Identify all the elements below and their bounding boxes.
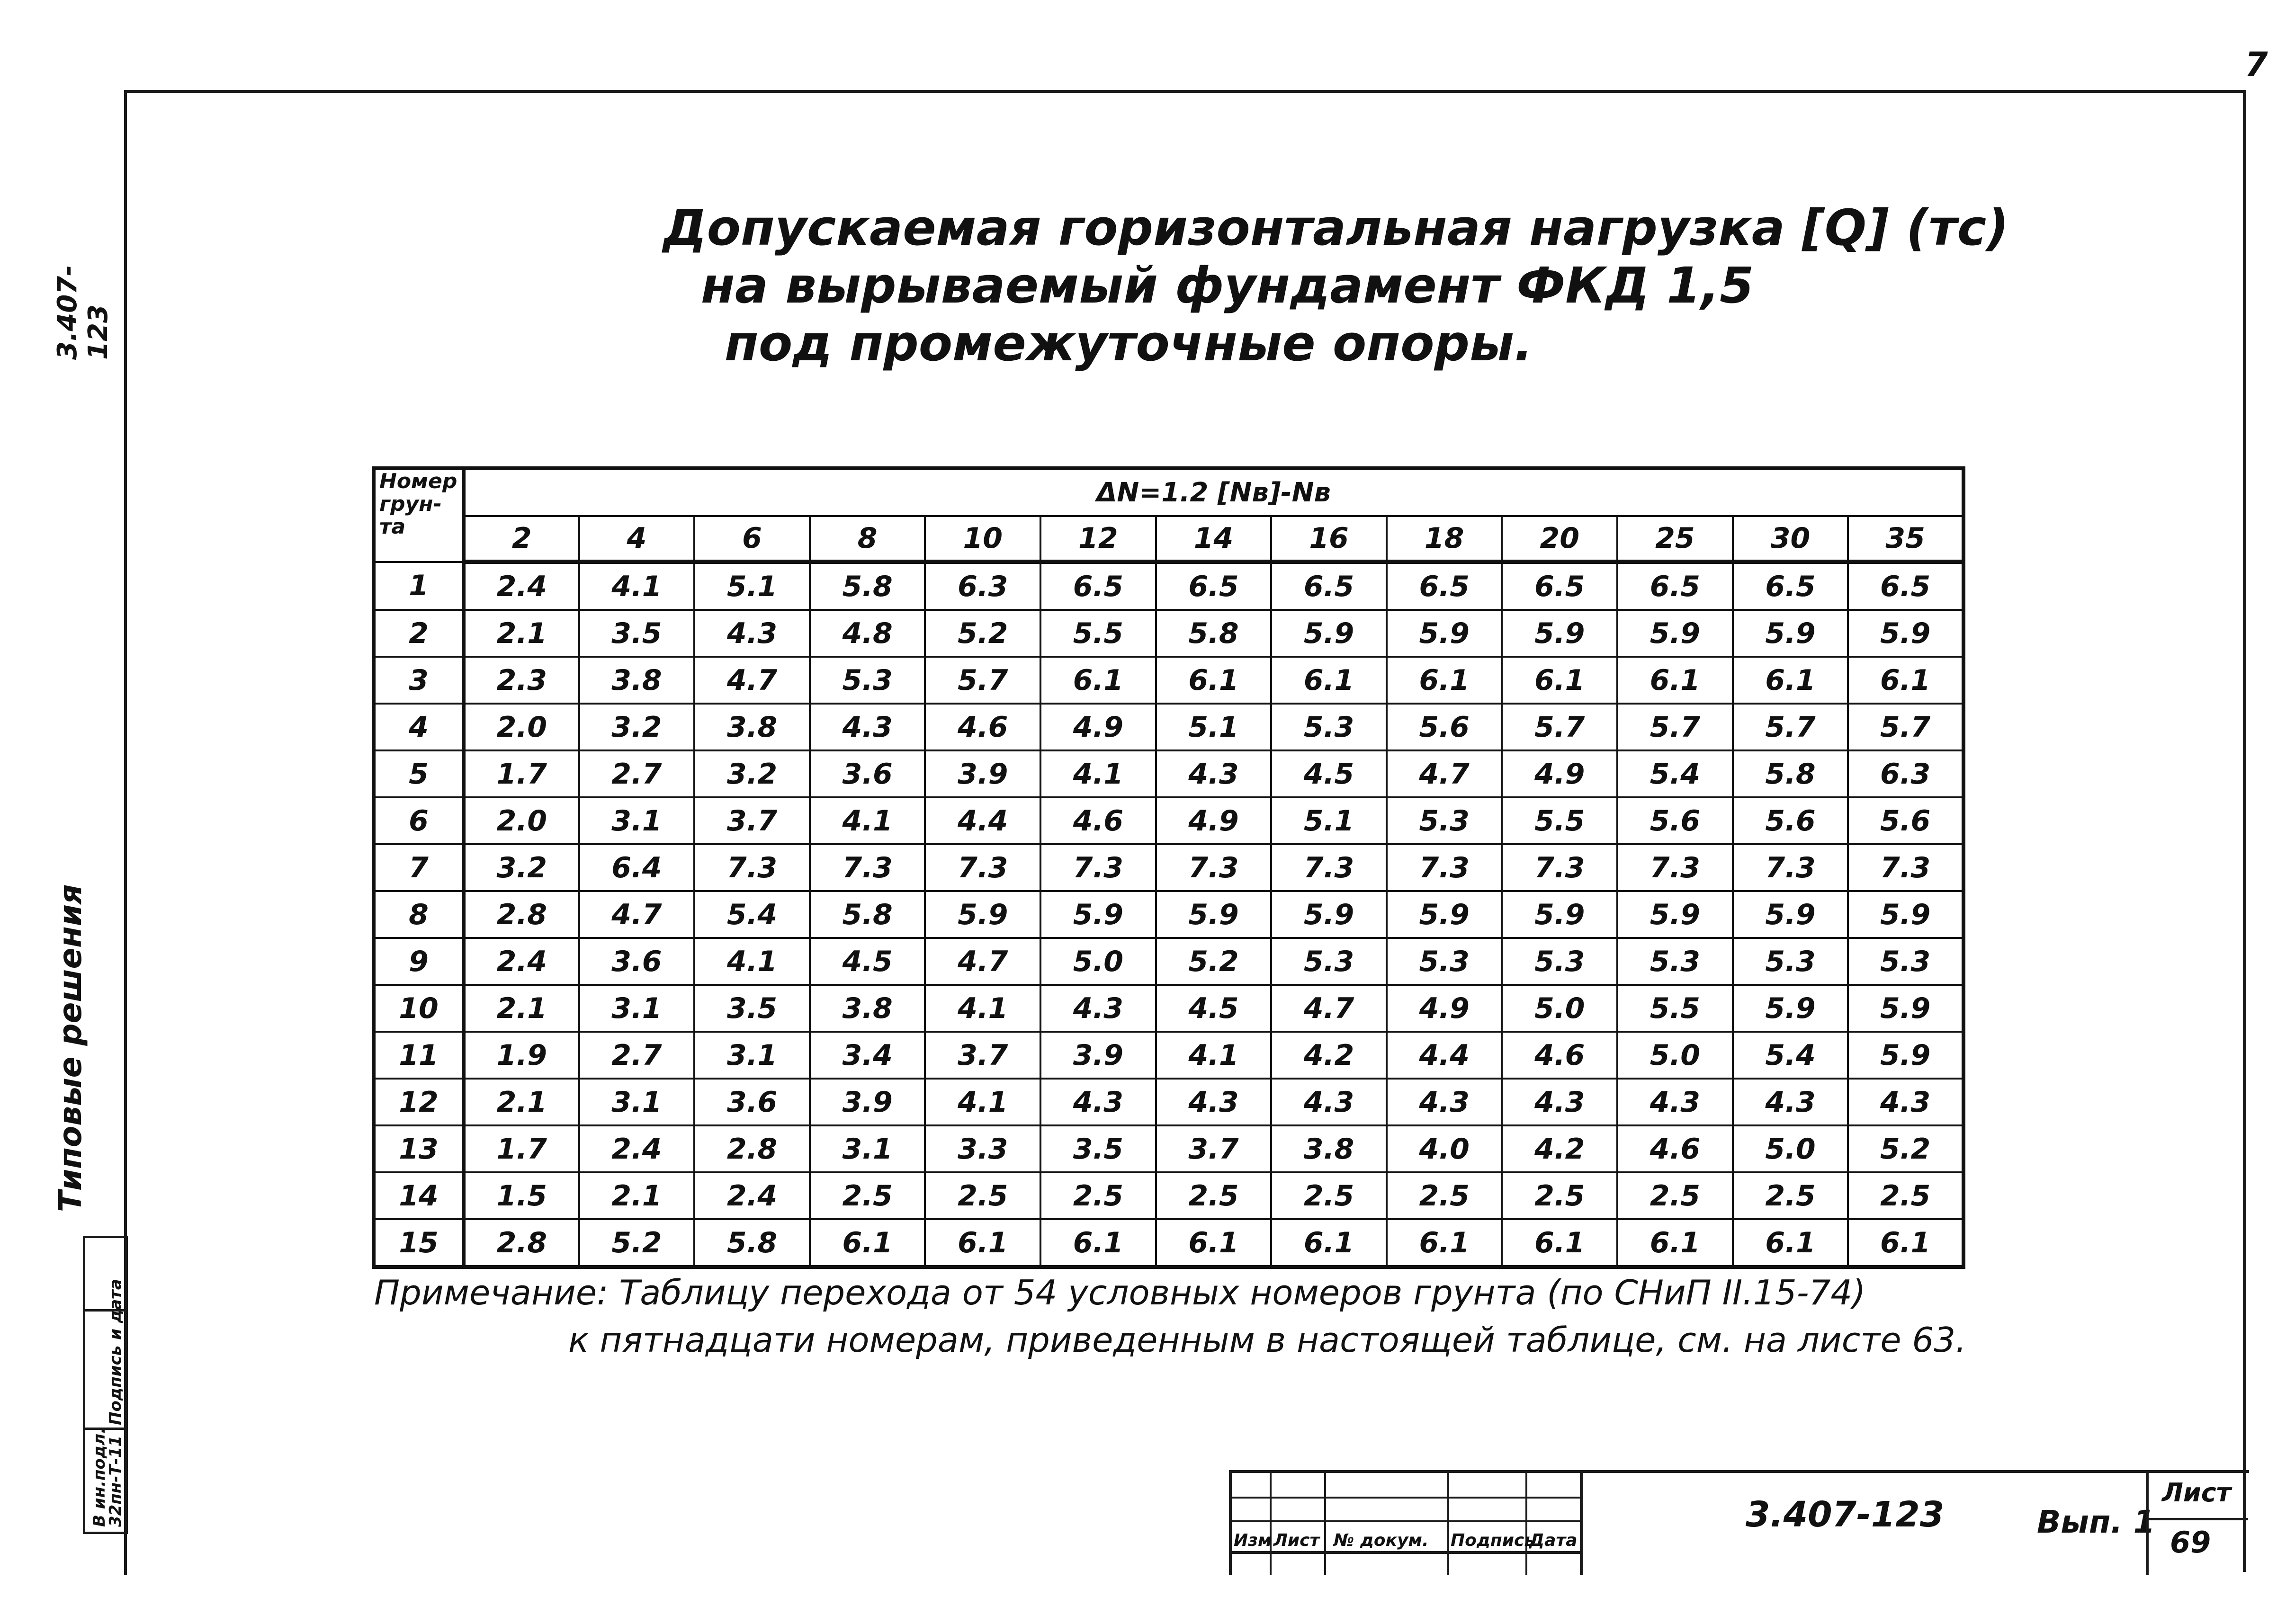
load-value-cell: 5.2 [1848,1125,1963,1172]
load-value-cell: 6.1 [1617,1219,1733,1267]
load-value-cell: 5.0 [1733,1125,1848,1172]
soil-number-cell: 12 [374,1079,464,1125]
load-value-cell: 5.9 [1848,610,1963,657]
load-value-cell: 3.1 [579,797,695,844]
label-doc-no: № докум. [1334,1531,1429,1550]
title-line-3: под промежуточные опоры. [725,314,1533,372]
load-value-cell: 5.3 [1733,938,1848,985]
load-value-cell: 6.1 [1040,1219,1156,1267]
load-value-cell: 5.6 [1617,797,1733,844]
load-value-cell: 4.7 [694,657,810,704]
soil-number-cell: 5 [374,750,464,797]
load-value-cell: 4.0 [1387,1125,1502,1172]
load-value-cell: 4.4 [1387,1032,1502,1079]
load-value-cell: 6.1 [1271,1219,1387,1267]
load-value-cell: 4.3 [1617,1079,1733,1125]
load-value-cell: 2.8 [464,1219,579,1267]
soil-number-cell: 2 [374,610,464,657]
load-value-cell: 4.2 [1271,1032,1387,1079]
load-value-cell: 5.6 [1733,797,1848,844]
load-value-cell: 5.9 [1733,985,1848,1032]
load-value-cell: 6.5 [1156,562,1272,610]
load-value-cell: 3.2 [694,750,810,797]
load-value-cell: 5.2 [579,1219,695,1267]
soil-number-cell: 3 [374,657,464,704]
load-value-cell: 5.8 [694,1219,810,1267]
grid-line [1447,1473,1449,1575]
load-value-cell: 5.9 [1387,891,1502,938]
load-value-cell: 7.3 [1387,844,1502,891]
table-row [374,562,1963,610]
load-value-cell: 5.8 [1156,610,1272,657]
load-value-cell: 5.9 [1617,610,1733,657]
load-value-cell: 5.2 [1156,938,1272,985]
load-value-cell: 3.1 [810,1125,925,1172]
column-header: 6 [694,516,810,562]
load-value-cell: 2.5 [1617,1172,1733,1219]
sheet-number: 69 [2170,1525,2211,1560]
load-value-cell: 2.1 [579,1172,695,1219]
load-value-cell: 4.9 [1502,750,1617,797]
load-value-cell: 4.6 [1040,797,1156,844]
load-value-cell: 4.3 [1156,1079,1272,1125]
load-value-cell: 4.1 [694,938,810,985]
load-value-cell: 2.4 [464,562,579,610]
page-number: 7 [2245,45,2268,84]
label-change: Изм [1234,1531,1272,1550]
load-value-cell: 2.7 [579,1032,695,1079]
load-value-cell: 4.7 [1387,750,1502,797]
label-signature: Подпись [1451,1531,1535,1550]
load-value-cell: 5.3 [1502,938,1617,985]
grid-line [1232,1497,1580,1499]
load-value-cell: 2.4 [464,938,579,985]
table-row [374,891,1963,938]
load-value-cell: 2.1 [464,1079,579,1125]
load-value-cell: 6.1 [1733,657,1848,704]
load-table [372,466,1965,1269]
column-header: 2 [464,516,579,562]
load-value-cell: 4.3 [1733,1079,1848,1125]
load-value-cell: 2.8 [464,891,579,938]
load-value-cell: 3.9 [810,1079,925,1125]
load-value-cell: 6.1 [1848,657,1963,704]
load-value-cell: 6.1 [810,1219,925,1267]
load-value-cell: 5.8 [810,562,925,610]
load-value-cell: 2.5 [1040,1172,1156,1219]
sheet-box-divider [2149,1518,2248,1520]
load-value-cell: 7.3 [694,844,810,891]
load-value-cell: 3.6 [694,1079,810,1125]
load-value-cell: 2.5 [1156,1172,1272,1219]
load-value-cell: 3.3 [925,1125,1040,1172]
load-value-cell: 3.4 [810,1032,925,1079]
load-value-cell: 4.1 [810,797,925,844]
load-value-cell: 7.3 [1848,844,1963,891]
load-value-cell: 4.6 [1502,1032,1617,1079]
load-value-cell: 6.1 [1617,657,1733,704]
load-value-cell: 5.9 [1733,891,1848,938]
load-value-cell: 4.9 [1040,704,1156,750]
sheet-label: Лист [2162,1478,2231,1508]
soil-number-cell: 9 [374,938,464,985]
load-value-cell: 4.1 [925,985,1040,1032]
grid-line [1525,1473,1527,1575]
load-value-cell: 3.5 [579,610,695,657]
soil-number-cell: 7 [374,844,464,891]
load-value-cell: 4.7 [579,891,695,938]
load-value-cell: 5.0 [1040,938,1156,985]
title-line-2: на вырываемый фундамент ФКД 1,5 [701,257,1754,314]
load-value-cell: 3.1 [579,985,695,1032]
label-sheet: Лист [1273,1531,1320,1550]
column-headers [374,516,1963,562]
table-row [374,985,1963,1032]
soil-number-cell: 13 [374,1125,464,1172]
load-value-cell: 4.3 [1271,1079,1387,1125]
load-value-cell: 7.3 [1271,844,1387,891]
load-value-cell: 4.3 [1040,985,1156,1032]
load-value-cell: 4.3 [1387,1079,1502,1125]
load-value-cell: 5.1 [694,562,810,610]
column-header: 35 [1848,516,1963,562]
load-value-cell: 2.5 [1848,1172,1963,1219]
load-value-cell: 5.8 [810,891,925,938]
load-value-cell: 4.3 [1156,750,1272,797]
load-value-cell: 5.3 [1387,938,1502,985]
note-line-2: к пятнадцати номерам, приведенным в настоящей таблице, см. на листе 63. [568,1320,1966,1360]
load-value-cell: 2.4 [694,1172,810,1219]
load-value-cell: 4.4 [925,797,1040,844]
load-value-cell: 4.5 [1156,985,1272,1032]
load-value-cell: 6.1 [925,1219,1040,1267]
load-value-cell: 6.5 [1387,562,1502,610]
load-value-cell: 4.1 [579,562,695,610]
load-value-cell: 1.7 [464,1125,579,1172]
load-value-cell: 5.6 [1387,704,1502,750]
table-row [374,1219,1963,1267]
load-value-cell: 6.5 [1040,562,1156,610]
load-value-cell: 5.4 [1733,1032,1848,1079]
label-date: Дата [1529,1531,1578,1550]
load-value-cell: 2.5 [1502,1172,1617,1219]
grid-line [1270,1473,1272,1575]
delta-n-formula-header: ΔN=1.2 [Nв]-Nв [464,468,1963,516]
load-value-cell: 6.1 [1502,1219,1617,1267]
column-header: 20 [1502,516,1617,562]
stamp-signature-date: Подпись и дата [106,1279,125,1425]
load-value-cell: 5.9 [1156,891,1272,938]
sheet-box [2146,1473,2248,1575]
drawing-frame-right-edge [2243,90,2246,1572]
column-header: 14 [1156,516,1272,562]
soil-number-cell: 15 [374,1219,464,1267]
title-block-code: 3.407-123 [1746,1494,1945,1535]
load-value-cell: 6.5 [1502,562,1617,610]
load-value-cell: 7.3 [810,844,925,891]
table-body [374,562,1963,1267]
title-block-issue: Вып. 1 [2037,1504,2155,1540]
load-value-cell: 5.9 [1502,610,1617,657]
soil-number-cell: 14 [374,1172,464,1219]
load-value-cell: 6.3 [925,562,1040,610]
load-value-cell: 5.3 [810,657,925,704]
table-row [374,610,1963,657]
load-value-cell: 3.7 [1156,1125,1272,1172]
load-value-cell: 6.3 [1848,750,1963,797]
revision-grid [1232,1473,1580,1575]
grid-line [1324,1473,1326,1575]
column-header: 25 [1617,516,1733,562]
load-value-cell: 6.1 [1848,1219,1963,1267]
document-title [663,199,2009,372]
load-value-cell: 5.3 [1271,704,1387,750]
load-value-cell: 7.3 [925,844,1040,891]
load-value-cell: 5.7 [1502,704,1617,750]
column-header: 10 [925,516,1040,562]
load-value-cell: 5.9 [1387,610,1502,657]
load-value-cell: 6.1 [1387,1219,1502,1267]
load-value-cell: 5.0 [1617,1032,1733,1079]
load-value-cell: 5.8 [1733,750,1848,797]
load-value-cell: 5.4 [1617,750,1733,797]
table-row [374,797,1963,844]
load-value-cell: 3.9 [1040,1032,1156,1079]
load-value-cell: 5.5 [1617,985,1733,1032]
load-value-cell: 4.6 [925,704,1040,750]
load-value-cell: 3.8 [1271,1125,1387,1172]
load-value-cell: 7.3 [1156,844,1272,891]
column-header: 12 [1040,516,1156,562]
side-label: Типовые решения [52,884,89,1212]
load-value-cell: 3.1 [694,1032,810,1079]
load-value-cell: 2.7 [579,750,695,797]
load-value-cell: 5.4 [694,891,810,938]
load-value-cell: 2.8 [694,1125,810,1172]
load-value-cell: 2.0 [464,704,579,750]
load-value-cell: 3.7 [925,1032,1040,1079]
load-value-cell: 6.1 [1387,657,1502,704]
load-value-cell: 6.5 [1848,562,1963,610]
load-value-cell: 5.7 [1733,704,1848,750]
load-value-cell: 4.3 [810,704,925,750]
table-row [374,1032,1963,1079]
table-row [374,704,1963,750]
load-value-cell: 4.9 [1387,985,1502,1032]
load-value-cell: 6.1 [1502,657,1617,704]
table-row [374,1125,1963,1172]
load-value-cell: 4.7 [1271,985,1387,1032]
load-value-cell: 5.7 [925,657,1040,704]
load-value-cell: 4.9 [1156,797,1272,844]
load-value-cell: 3.5 [1040,1125,1156,1172]
load-value-cell: 2.5 [810,1172,925,1219]
soil-number-header: Номер грун- та [374,468,464,562]
load-value-cell: 3.2 [464,844,579,891]
load-value-cell: 5.9 [1502,891,1617,938]
load-value-cell: 2.1 [464,985,579,1032]
table-row [374,1079,1963,1125]
load-value-cell: 4.3 [1040,1079,1156,1125]
grid-line [1232,1551,1580,1554]
load-value-cell: 7.3 [1040,844,1156,891]
load-value-cell: 4.3 [1502,1079,1617,1125]
soil-number-cell: 6 [374,797,464,844]
load-value-cell: 4.2 [1502,1125,1617,1172]
load-value-cell: 6.5 [1271,562,1387,610]
load-value-cell: 3.6 [810,750,925,797]
load-value-cell: 5.2 [925,610,1040,657]
load-value-cell: 2.0 [464,797,579,844]
soil-number-cell: 11 [374,1032,464,1079]
load-value-cell: 5.7 [1848,704,1963,750]
load-value-cell: 5.9 [1848,985,1963,1032]
load-value-cell: 6.1 [1156,657,1272,704]
load-value-cell: 4.3 [694,610,810,657]
load-value-cell: 6.1 [1733,1219,1848,1267]
load-value-cell: 5.1 [1156,704,1272,750]
load-value-cell: 4.1 [1156,1032,1272,1079]
load-value-cell: 5.5 [1502,797,1617,844]
load-value-cell: 2.4 [579,1125,695,1172]
load-value-cell: 1.5 [464,1172,579,1219]
side-document-code: 3.407-123 [52,265,114,360]
load-value-cell: 5.9 [925,891,1040,938]
soil-number-cell: 8 [374,891,464,938]
load-value-cell: 5.3 [1387,797,1502,844]
load-value-cell: 5.5 [1040,610,1156,657]
load-value-cell: 5.1 [1271,797,1387,844]
load-value-cell: 6.1 [1040,657,1156,704]
archive-stamp [83,1236,128,1534]
load-value-cell: 4.8 [810,610,925,657]
table-row [374,750,1963,797]
load-value-cell: 3.8 [694,704,810,750]
note-line-1: Примечание: Таблицу перехода от 54 условных номеров грунта (по СНиП II.15-74) [374,1273,1866,1312]
table-row [374,938,1963,985]
grid-line [1232,1520,1580,1522]
table-row [374,1172,1963,1219]
load-value-cell: 4.6 [1617,1125,1733,1172]
load-value-cell: 7.3 [1733,844,1848,891]
note [374,1269,1966,1364]
load-value-cell: 2.3 [464,657,579,704]
table-row [374,844,1963,891]
load-value-cell: 4.1 [1040,750,1156,797]
load-value-cell: 7.3 [1617,844,1733,891]
soil-number-cell: 1 [374,562,464,610]
load-value-cell: 4.3 [1848,1079,1963,1125]
load-value-cell: 3.6 [579,938,695,985]
load-value-cell: 4.5 [810,938,925,985]
load-value-cell: 6.1 [1271,657,1387,704]
load-value-cell: 7.3 [1502,844,1617,891]
load-value-cell: 5.9 [1271,610,1387,657]
load-value-cell: 3.8 [579,657,695,704]
column-header: 4 [579,516,695,562]
stamp-original-no: В ин.подл. [90,1427,109,1527]
load-value-cell: 3.2 [579,704,695,750]
load-value-cell: 2.5 [925,1172,1040,1219]
load-value-cell: 6.5 [1617,562,1733,610]
title-line-1: Допускаемая горизонтальная нагрузка [Q] (тс) [663,199,2009,257]
load-value-cell: 5.6 [1848,797,1963,844]
grid-line [1580,1473,1583,1575]
load-value-cell: 2.5 [1271,1172,1387,1219]
column-header: 8 [810,516,925,562]
load-value-cell: 2.5 [1387,1172,1502,1219]
column-header: 18 [1387,516,1502,562]
load-value-cell: 5.9 [1040,891,1156,938]
load-value-cell: 5.9 [1733,610,1848,657]
load-value-cell: 3.9 [925,750,1040,797]
load-value-cell: 2.1 [464,610,579,657]
load-value-cell: 3.5 [694,985,810,1032]
load-value-cell: 5.9 [1848,891,1963,938]
soil-number-cell: 4 [374,704,464,750]
load-value-cell: 5.3 [1271,938,1387,985]
load-value-cell: 6.4 [579,844,695,891]
column-header: 30 [1733,516,1848,562]
load-value-cell: 5.9 [1848,1032,1963,1079]
load-value-cell: 5.3 [1848,938,1963,985]
table-row [374,657,1963,704]
load-value-cell: 2.5 [1733,1172,1848,1219]
load-value-cell: 1.7 [464,750,579,797]
load-value-cell: 5.9 [1617,891,1733,938]
load-value-cell: 6.5 [1733,562,1848,610]
title-block [1229,1470,2249,1575]
load-value-cell: 4.7 [925,938,1040,985]
load-value-cell: 3.7 [694,797,810,844]
load-value-cell: 3.8 [810,985,925,1032]
stamp-register-no: 32пн-Т-11 [106,1435,125,1527]
load-value-cell: 5.9 [1271,891,1387,938]
load-value-cell: 5.3 [1617,938,1733,985]
load-value-cell: 6.1 [1156,1219,1272,1267]
soil-number-cell: 10 [374,985,464,1032]
load-value-cell: 5.7 [1617,704,1733,750]
load-value-cell: 3.1 [579,1079,695,1125]
load-value-cell: 4.5 [1271,750,1387,797]
load-value-cell: 4.1 [925,1079,1040,1125]
column-header: 16 [1271,516,1387,562]
load-value-cell: 1.9 [464,1032,579,1079]
load-value-cell: 5.0 [1502,985,1617,1032]
